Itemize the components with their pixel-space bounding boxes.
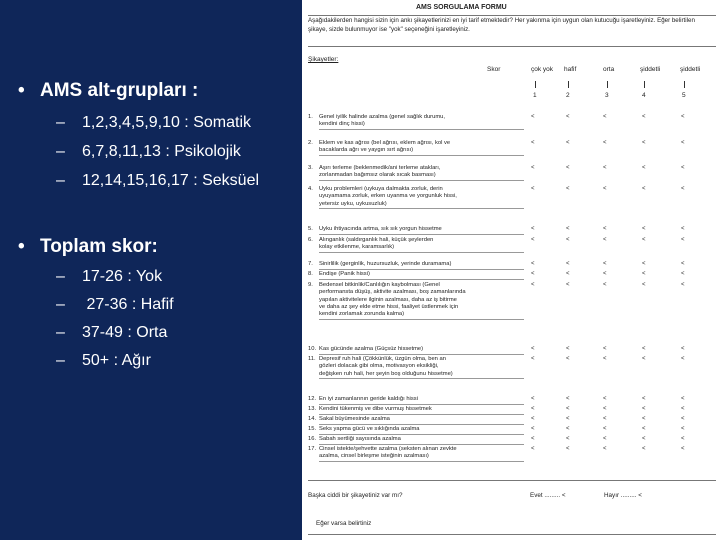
column-tick bbox=[644, 81, 645, 88]
question-number: 13. bbox=[308, 406, 317, 412]
question-text: kendini dinç hissi) bbox=[319, 121, 365, 128]
question-text: performansta düşüş, aktivite azalması, boş zamanlarında bbox=[319, 289, 466, 296]
divider bbox=[308, 534, 716, 535]
question-row bbox=[308, 114, 524, 129]
sub-item-text: 12,14,15,16,17 : Seksüel bbox=[82, 172, 260, 189]
sub-item bbox=[56, 296, 174, 314]
answer-yes: Evet ......... < bbox=[530, 492, 566, 499]
answer-checkbox[interactable]: < bbox=[566, 114, 570, 120]
answer-checkbox[interactable]: < bbox=[681, 261, 685, 267]
answer-checkbox[interactable]: < bbox=[566, 406, 570, 412]
answer-checkbox[interactable]: < bbox=[566, 140, 570, 146]
answer-checkbox[interactable]: < bbox=[603, 356, 607, 362]
sub-item-text: 37-49 : Orta bbox=[82, 324, 168, 341]
column-number: 4 bbox=[642, 92, 646, 99]
question-text: Kas gücünde azalma (Güçsüz hissetme) bbox=[319, 346, 424, 352]
column-header: şiddetli bbox=[680, 66, 701, 73]
answer-checkbox[interactable]: < bbox=[681, 396, 685, 402]
answer-checkbox[interactable]: < bbox=[531, 426, 535, 432]
answer-checkbox[interactable]: < bbox=[681, 356, 685, 362]
sub-item bbox=[56, 114, 251, 132]
answer-checkbox[interactable]: < bbox=[531, 237, 535, 243]
column-header: çok yok bbox=[531, 66, 554, 73]
row-underline bbox=[319, 155, 524, 156]
bullet-dot-icon: • bbox=[18, 80, 25, 101]
answer-checkbox[interactable]: < bbox=[531, 140, 535, 146]
answer-checkbox[interactable]: < bbox=[642, 346, 646, 352]
answer-checkbox[interactable]: < bbox=[681, 416, 685, 422]
answer-checkbox[interactable]: < bbox=[681, 282, 685, 288]
question-text: Kendini tükenmiş ve dibe vurmuş hissetmek bbox=[319, 406, 432, 412]
question-number: 11. bbox=[308, 356, 316, 362]
answer-checkbox[interactable]: < bbox=[642, 114, 646, 120]
question-text: Sinirlilik (gerginlik, huzursuzluk, yerinde duramama) bbox=[319, 261, 452, 267]
question-text: Sabah sertliği sayısında azalma bbox=[319, 436, 401, 442]
answer-checkbox[interactable]: < bbox=[531, 356, 535, 362]
answer-checkbox[interactable]: < bbox=[566, 396, 570, 402]
row-underline bbox=[319, 424, 524, 425]
answer-checkbox[interactable]: < bbox=[603, 271, 607, 277]
answer-checkbox[interactable]: < bbox=[681, 406, 685, 412]
question-row bbox=[308, 356, 524, 378]
question-19: Eğer varsa belirtiniz bbox=[316, 520, 372, 527]
answer-checkbox[interactable]: < bbox=[531, 416, 535, 422]
dash-icon: – bbox=[56, 268, 65, 285]
column-tick bbox=[535, 81, 536, 88]
answer-checkbox[interactable]: < bbox=[642, 416, 646, 422]
answer-checkbox[interactable]: < bbox=[603, 186, 607, 192]
answer-checkbox[interactable]: < bbox=[531, 271, 535, 277]
column-number: 2 bbox=[566, 92, 570, 99]
row-underline bbox=[319, 378, 524, 379]
answer-checkbox[interactable]: < bbox=[566, 356, 570, 362]
row-underline bbox=[319, 234, 524, 235]
answer-checkbox[interactable]: < bbox=[531, 406, 535, 412]
question-number: 5. bbox=[308, 226, 313, 232]
column-number: 3 bbox=[605, 92, 609, 99]
answer-checkbox[interactable]: < bbox=[566, 271, 570, 277]
question-text: bacaklarda ağrı ve yaygın sırt ağrısı) bbox=[319, 147, 414, 154]
answer-checkbox[interactable]: < bbox=[531, 446, 535, 452]
question-number: 8. bbox=[308, 271, 313, 277]
question-text: gözleri dolacak gibi olma, motivasyon eksikliği, bbox=[319, 363, 439, 370]
answer-checkbox[interactable]: < bbox=[566, 426, 570, 432]
question-number: 10. bbox=[308, 346, 317, 352]
divider bbox=[308, 46, 716, 47]
answer-checkbox[interactable]: < bbox=[642, 226, 646, 232]
answer-checkbox[interactable]: < bbox=[642, 165, 646, 171]
sub-item-text: 1,2,3,4,5,9,10 : Somatik bbox=[82, 114, 251, 131]
dash-icon: – bbox=[56, 296, 65, 313]
sub-item bbox=[56, 268, 162, 286]
sub-item-text: 17-26 : Yok bbox=[82, 268, 163, 285]
ams-form-image bbox=[302, 0, 720, 540]
answer-checkbox[interactable]: < bbox=[603, 165, 607, 171]
question-number: 17. bbox=[308, 446, 317, 452]
question-row bbox=[308, 436, 524, 443]
question-row bbox=[308, 406, 524, 413]
divider bbox=[308, 15, 716, 16]
question-text: ve daha az şey elde etme hissi, faaliyet üstlenmek için bbox=[319, 303, 459, 310]
question-text: kendini zorlamak zorunda kalma) bbox=[319, 311, 405, 318]
row-underline bbox=[319, 354, 524, 355]
answer-checkbox[interactable]: < bbox=[531, 261, 535, 267]
answer-checkbox[interactable]: < bbox=[531, 226, 535, 232]
answer-checkbox[interactable]: < bbox=[681, 446, 685, 452]
sub-item bbox=[56, 324, 167, 342]
answer-checkbox[interactable]: < bbox=[681, 140, 685, 146]
answer-no: Hayır ......... < bbox=[604, 492, 642, 499]
question-number: 6. bbox=[308, 237, 313, 243]
question-text: Bedensel bitkinlik/Canlılığın kaybolması (Genel bbox=[319, 282, 440, 288]
question-text: Seks yapma gücü ve sıklığında azalma bbox=[319, 426, 420, 432]
answer-checkbox[interactable]: < bbox=[566, 346, 570, 352]
answer-checkbox[interactable]: < bbox=[531, 282, 535, 288]
question-text: azalma, cinsel birleşme isteğinin azalması) bbox=[319, 453, 429, 460]
answer-checkbox[interactable]: < bbox=[642, 237, 646, 243]
answer-checkbox[interactable]: < bbox=[681, 271, 685, 277]
bullet-dot-icon: • bbox=[18, 236, 25, 257]
answer-checkbox[interactable]: < bbox=[566, 446, 570, 452]
answer-checkbox[interactable]: < bbox=[681, 426, 685, 432]
answer-checkbox[interactable]: < bbox=[566, 165, 570, 171]
question-number: 9. bbox=[308, 282, 313, 288]
question-number: 14. bbox=[308, 416, 317, 422]
row-underline bbox=[319, 444, 524, 445]
answer-checkbox[interactable]: < bbox=[603, 396, 607, 402]
question-text: Depresif ruh hali (Çökkünlük, üzgün olma, ben an bbox=[319, 356, 446, 362]
row-underline bbox=[319, 180, 524, 181]
row-underline bbox=[319, 208, 524, 209]
answer-checkbox[interactable]: < bbox=[642, 282, 646, 288]
question-text: En iyi zamanlarının geride kaldığı hissi bbox=[319, 396, 418, 402]
answer-checkbox[interactable]: < bbox=[603, 261, 607, 267]
answer-checkbox[interactable]: < bbox=[531, 186, 535, 192]
question-row bbox=[308, 186, 524, 208]
question-18: Başka ciddi bir şikayetiniz var mı? bbox=[308, 492, 403, 499]
question-text: yetersiz uyku, uykusuzluk) bbox=[319, 200, 387, 207]
question-row bbox=[308, 140, 524, 155]
row-underline bbox=[319, 414, 524, 415]
question-text: Uyku problemleri (uykuya dalmakta zorluk, derin bbox=[319, 186, 443, 192]
column-number: 1 bbox=[533, 92, 537, 99]
question-number: 15. bbox=[308, 426, 317, 432]
row-underline bbox=[319, 279, 524, 280]
sub-item bbox=[56, 352, 151, 370]
row-underline bbox=[319, 319, 524, 320]
answer-checkbox[interactable]: < bbox=[642, 261, 646, 267]
answer-checkbox[interactable]: < bbox=[566, 186, 570, 192]
question-number: 12. bbox=[308, 396, 317, 402]
question-text: uyuyamama zorluk, erken uyanma ve yorgunluk hissi, bbox=[319, 193, 457, 200]
bullet-ams-subgroups bbox=[18, 80, 198, 102]
dash-icon: – bbox=[56, 324, 65, 341]
answer-checkbox[interactable]: < bbox=[531, 165, 535, 171]
sub-item-text: 50+ : Ağır bbox=[82, 352, 151, 369]
answer-checkbox[interactable]: < bbox=[642, 446, 646, 452]
column-header: orta bbox=[603, 66, 615, 73]
column-header: şiddetli bbox=[640, 66, 661, 73]
answer-checkbox[interactable]: < bbox=[603, 436, 607, 442]
column-number: 5 bbox=[682, 92, 686, 99]
answer-checkbox[interactable]: < bbox=[642, 396, 646, 402]
answer-checkbox[interactable]: < bbox=[642, 436, 646, 442]
question-row bbox=[308, 396, 524, 403]
question-text: Genel iyilik halinde azalma (genel sağlık durumu, bbox=[319, 114, 445, 120]
answer-checkbox[interactable]: < bbox=[642, 406, 646, 412]
question-row bbox=[308, 446, 524, 461]
question-number: 3. bbox=[308, 165, 313, 171]
answer-checkbox[interactable]: < bbox=[642, 356, 646, 362]
question-text: yapılan aktivitelere ilginin azalması, daha az iş bitirme bbox=[319, 296, 457, 303]
row-underline bbox=[319, 129, 524, 130]
question-text: Endişe (Panik hissi) bbox=[319, 271, 370, 277]
question-text: Eklem ve kas ağrısı (bel ağrısı, eklem ağrısı, kol ve bbox=[319, 140, 451, 146]
dash-icon: – bbox=[56, 172, 65, 189]
question-number: 7. bbox=[308, 261, 313, 267]
divider bbox=[308, 480, 716, 481]
question-number: 2. bbox=[308, 140, 313, 146]
answer-checkbox[interactable]: < bbox=[681, 346, 685, 352]
answer-checkbox[interactable]: < bbox=[603, 226, 607, 232]
answer-checkbox[interactable]: < bbox=[566, 282, 570, 288]
question-number: 16. bbox=[308, 436, 317, 442]
question-number: 4. bbox=[308, 186, 313, 192]
column-tick bbox=[568, 81, 569, 88]
sub-item bbox=[56, 143, 241, 161]
answer-checkbox[interactable]: < bbox=[531, 346, 535, 352]
complaints-label: Şikayetler: bbox=[308, 56, 339, 63]
answer-checkbox[interactable]: < bbox=[603, 446, 607, 452]
question-row bbox=[308, 282, 524, 318]
answer-checkbox[interactable]: < bbox=[681, 237, 685, 243]
answer-checkbox[interactable]: < bbox=[603, 346, 607, 352]
column-tick bbox=[684, 81, 685, 88]
question-text: Cinsel istekte/şehvette azalma (seksten alınan zevkte bbox=[319, 446, 457, 452]
answer-checkbox[interactable]: < bbox=[603, 406, 607, 412]
row-underline bbox=[319, 434, 524, 435]
question-row bbox=[308, 416, 524, 423]
dash-icon: – bbox=[56, 352, 65, 369]
row-underline bbox=[319, 269, 524, 270]
form-title: AMS SORGULAMA FORMU bbox=[416, 4, 507, 11]
answer-checkbox[interactable]: < bbox=[566, 261, 570, 267]
column-header: Skor bbox=[487, 66, 501, 73]
form-instructions: Aşağıdakilerden hangisi sizin için ankı şikayetlerinizi en iyi tarif etmektedir? Her yakınma için uygun olan kutucuğu işaretleyiniz. Eğer belirtilen şikaye, sizde bulunmuyor ise "yok" seçeneğini işaretleyiniz. bbox=[308, 17, 695, 33]
question-text: Alınganlık (saldırganlık hali, küçük şeylerden bbox=[319, 237, 434, 243]
answer-checkbox[interactable]: < bbox=[681, 114, 685, 120]
answer-checkbox[interactable]: < bbox=[531, 436, 535, 442]
answer-checkbox[interactable]: < bbox=[681, 436, 685, 442]
answer-checkbox[interactable]: < bbox=[603, 237, 607, 243]
question-row bbox=[308, 426, 524, 433]
question-row bbox=[308, 237, 524, 252]
answer-checkbox[interactable]: < bbox=[531, 114, 535, 120]
answer-checkbox[interactable]: < bbox=[642, 186, 646, 192]
column-tick bbox=[607, 81, 608, 88]
dash-icon: – bbox=[56, 114, 65, 131]
question-text: Aşırı terleme (beklenmedik/ani terleme atakları, bbox=[319, 165, 441, 171]
question-row bbox=[308, 226, 524, 233]
row-underline bbox=[319, 404, 524, 405]
bullet-title: AMS alt-grupları : bbox=[40, 80, 199, 101]
left-panel bbox=[0, 0, 302, 540]
question-row bbox=[308, 271, 524, 278]
question-text: Uyku ihtiyacında artma, sık sık yorgun hissetme bbox=[319, 226, 442, 232]
question-text: değişken ruh hali, her şeyin boş olduğunu hissetme) bbox=[319, 370, 453, 377]
row-underline bbox=[319, 252, 524, 253]
question-text: zorlanmadan bağımsız olarak sıcak basması) bbox=[319, 172, 436, 179]
answer-checkbox[interactable]: < bbox=[681, 165, 685, 171]
answer-checkbox[interactable]: < bbox=[603, 114, 607, 120]
dash-icon: – bbox=[56, 143, 65, 160]
sub-item-text: 27-36 : Hafif bbox=[82, 296, 174, 313]
answer-checkbox[interactable]: < bbox=[566, 237, 570, 243]
answer-checkbox[interactable]: < bbox=[681, 226, 685, 232]
question-row bbox=[308, 165, 524, 180]
answer-checkbox[interactable]: < bbox=[566, 416, 570, 422]
question-text: Sakal büyümesinde azalma bbox=[319, 416, 390, 422]
sub-item bbox=[56, 172, 259, 190]
answer-checkbox[interactable]: < bbox=[681, 186, 685, 192]
answer-checkbox[interactable]: < bbox=[531, 396, 535, 402]
answer-checkbox[interactable]: < bbox=[566, 436, 570, 442]
bullet-title: Toplam skor: bbox=[40, 236, 158, 257]
question-row bbox=[308, 346, 524, 353]
answer-checkbox[interactable]: < bbox=[603, 140, 607, 146]
column-header: hafif bbox=[564, 66, 577, 73]
row-underline bbox=[319, 461, 524, 462]
question-row bbox=[308, 261, 524, 268]
answer-checkbox[interactable]: < bbox=[642, 140, 646, 146]
answer-checkbox[interactable]: < bbox=[642, 426, 646, 432]
question-number: 1. bbox=[308, 114, 313, 120]
bullet-total-score bbox=[18, 236, 158, 258]
answer-checkbox[interactable]: < bbox=[603, 282, 607, 288]
answer-checkbox[interactable]: < bbox=[566, 226, 570, 232]
question-text: kolay etkilenme, karamsarlık) bbox=[319, 244, 395, 251]
answer-checkbox[interactable]: < bbox=[642, 271, 646, 277]
sub-item-text: 6,7,8,11,13 : Psikolojik bbox=[82, 143, 241, 160]
answer-checkbox[interactable]: < bbox=[603, 416, 607, 422]
answer-checkbox[interactable]: < bbox=[603, 426, 607, 432]
